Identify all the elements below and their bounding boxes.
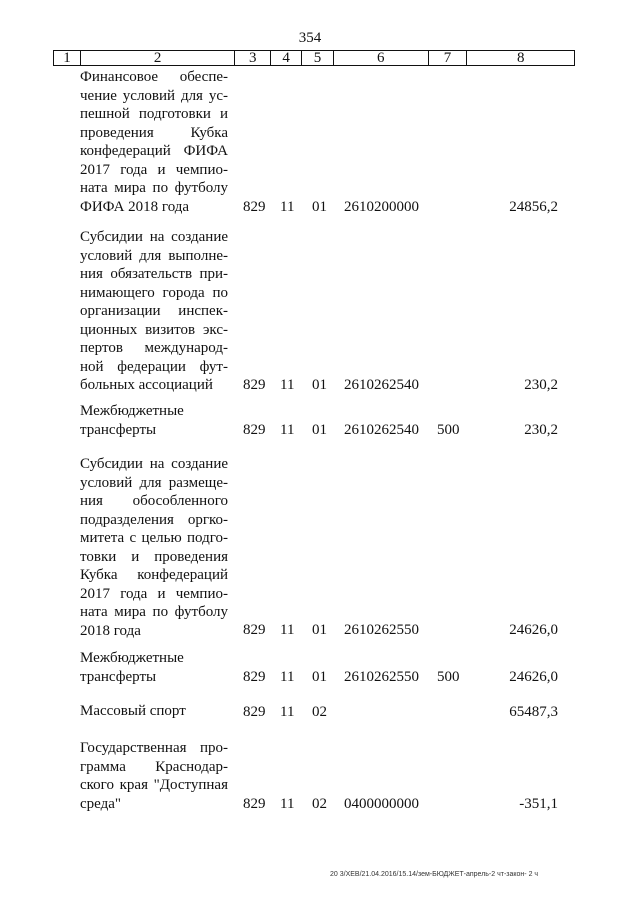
row-description	[80, 228, 228, 395]
cell-ministry-code: 829	[243, 704, 266, 720]
cell-section-code: 11	[280, 422, 295, 438]
description-line: больных ассоциаций	[80, 377, 213, 393]
description-line: Межбюджетные	[80, 403, 184, 419]
cell-expense-type: 500	[437, 669, 460, 685]
table-row	[0, 402, 640, 439]
description-line: Кубка конфедераций	[80, 567, 228, 583]
table-row	[0, 649, 640, 686]
description-line: трансферты	[80, 668, 157, 685]
description-line: Государственная про-	[80, 740, 228, 756]
cell-expense-type: 500	[437, 422, 460, 438]
row-description	[80, 68, 228, 216]
page-number: 354	[298, 30, 322, 46]
table-row	[0, 455, 640, 639]
table-row	[0, 702, 640, 721]
cell-target-code: 2610262550	[344, 669, 419, 685]
row-description	[80, 649, 228, 686]
row-description	[80, 402, 228, 439]
cell-amount: 24856,2	[509, 199, 558, 215]
cell-ministry-code: 829	[243, 669, 266, 685]
cell-section-code: 11	[280, 199, 295, 215]
cell-amount: 65487,3	[509, 704, 558, 720]
header-col-8: 8	[516, 50, 525, 66]
description-line: ского края "Доступная	[80, 777, 228, 793]
cell-section-code: 11	[280, 377, 295, 393]
cell-section-code: 11	[280, 622, 295, 638]
description-line: трансферты	[80, 421, 157, 438]
header-col-7: 7	[429, 51, 468, 65]
table-row	[0, 228, 640, 394]
cell-amount: 24626,0	[509, 669, 558, 685]
cell-subsection-code: 01	[312, 377, 327, 393]
table-header	[53, 50, 575, 66]
cell-ministry-code: 829	[243, 422, 266, 438]
table-row	[0, 68, 640, 216]
table-row	[0, 739, 640, 813]
description-line: митета с целью подго-	[80, 530, 228, 546]
description-line: подразделения оргко-	[80, 511, 228, 528]
cell-ministry-code: 829	[243, 377, 266, 393]
description-line: организации инспек-	[80, 303, 228, 319]
row-description	[80, 455, 228, 640]
description-line: проведения Кубка	[80, 124, 228, 141]
cell-subsection-code: 02	[312, 704, 327, 720]
description-line: ната мира по футболу	[80, 604, 228, 620]
description-line: ния обязательств при-	[80, 266, 228, 282]
description-line: ния обособленного	[80, 493, 228, 509]
description-line: 2017 года и чемпио-	[80, 161, 228, 178]
cell-target-code: 0400000000	[344, 796, 419, 812]
cell-subsection-code: 01	[312, 622, 327, 638]
header-col-4: 4	[271, 51, 302, 65]
document-footer: 20 3/ХЕВ/21.04.2016/15.14/зем-БЮДЖЕТ-апрель-2 чт-закон- 2 ч	[330, 871, 539, 878]
description-line: 2018 года	[80, 622, 141, 639]
cell-ministry-code: 829	[243, 796, 266, 812]
cell-ministry-code: 829	[243, 622, 266, 638]
description-line: нимающего города по	[80, 284, 228, 301]
header-col-6: 6	[334, 51, 429, 65]
cell-amount: -351,1	[519, 796, 558, 812]
description-line: ционных визитов экс-	[80, 321, 228, 338]
description-line: грамма Краснодар-	[80, 758, 228, 775]
cell-amount: 24626,0	[509, 622, 558, 638]
header-col-3: 3	[235, 51, 271, 65]
cell-subsection-code: 01	[312, 422, 327, 438]
description-line: среда"	[80, 795, 122, 812]
description-line: пертов международ-	[80, 340, 228, 356]
description-line: Финансовое обеспе-	[80, 69, 228, 85]
row-description	[80, 739, 228, 813]
cell-amount: 230,2	[524, 377, 558, 393]
cell-target-code: 2610262540	[344, 377, 419, 393]
description-line: Межбюджетные	[80, 650, 184, 666]
cell-target-code: 2610262550	[344, 622, 419, 638]
description-line: условий для размеще-	[80, 474, 228, 491]
cell-target-code: 2610262540	[344, 422, 419, 438]
description-line: 2017 года и чемпио-	[80, 585, 228, 602]
cell-amount: 230,2	[524, 422, 558, 438]
header-col-1: 1	[54, 51, 81, 65]
description-line: ФИФА 2018 года	[80, 198, 190, 215]
description-line: товки и проведения	[80, 548, 228, 565]
description-line: Массовый спорт	[80, 703, 186, 719]
cell-target-code: 2610200000	[344, 199, 419, 215]
row-description	[80, 702, 228, 721]
cell-ministry-code: 829	[243, 199, 266, 215]
cell-section-code: 11	[280, 796, 295, 812]
header-col-5: 5	[302, 51, 334, 65]
cell-section-code: 11	[280, 704, 295, 720]
cell-section-code: 11	[280, 669, 295, 685]
cell-subsection-code: 01	[312, 199, 327, 215]
description-line: ной федерации фут-	[80, 358, 228, 375]
description-line: условий для выполне-	[80, 247, 228, 264]
header-col-2: 2	[81, 51, 235, 65]
description-line: конфедераций ФИФА	[80, 143, 228, 159]
description-line: Субсидии на создание	[80, 456, 228, 472]
description-line: чение условий для ус-	[80, 87, 228, 104]
cell-subsection-code: 02	[312, 796, 327, 812]
description-line: пешной подготовки и	[80, 106, 228, 122]
description-line: Субсидии на создание	[80, 229, 228, 245]
cell-subsection-code: 01	[312, 669, 327, 685]
description-line: ната мира по футболу	[80, 180, 228, 196]
